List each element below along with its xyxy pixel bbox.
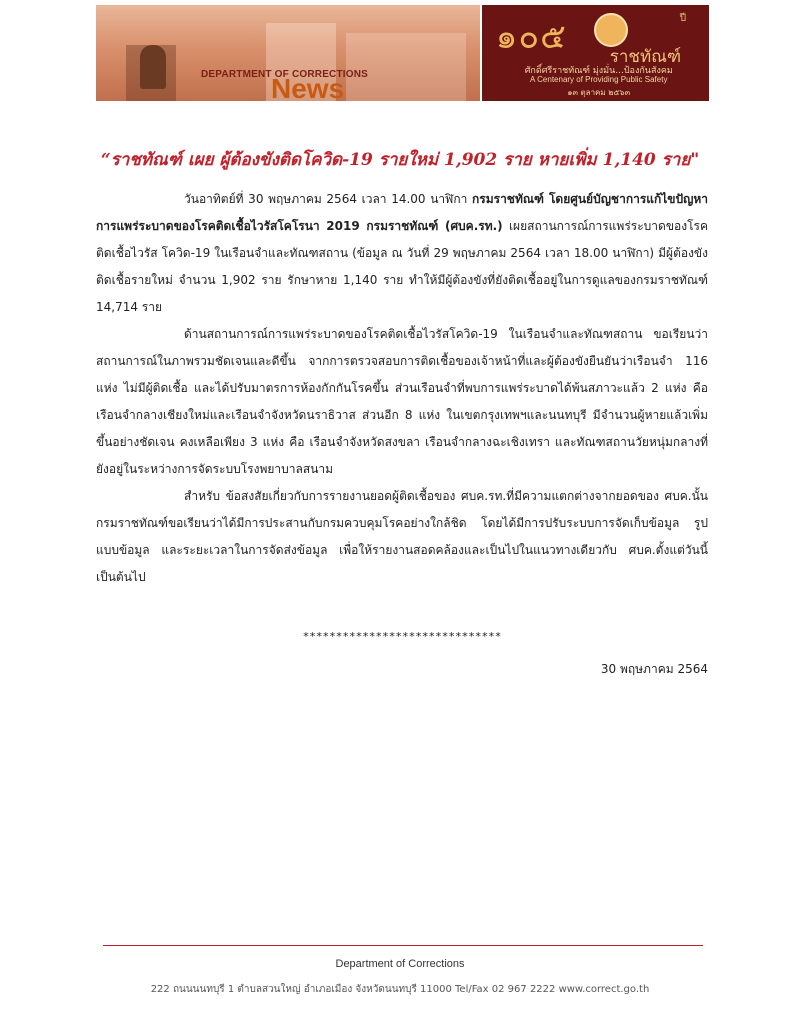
anniversary-logo bbox=[480, 5, 709, 101]
guard-figure bbox=[140, 45, 166, 89]
header-banner bbox=[96, 5, 709, 101]
p1-bold: กรมราชทัณฑ์ โดยศูนย์บัญชาการแก้ไขปัญหาการแพร่ระบาดของโรคติดเชื้อไวรัสโคโรนา 2019 กรมราชทัณฑ์ (ศบค.รท.) bbox=[96, 192, 708, 233]
anniversary-number: ๑๐๕ bbox=[495, 17, 567, 57]
footer-divider bbox=[103, 945, 703, 946]
centenary-text: A Centenary of Providing Public Safety bbox=[530, 75, 668, 84]
motto-text: ศักดิ์ศรีราชทัณฑ์ มุ่งมั่น...ป้องกันสังคม bbox=[524, 66, 673, 76]
paragraph-1 bbox=[96, 186, 708, 321]
article-body bbox=[96, 186, 708, 591]
paragraph-2: ด้านสถานการณ์การแพร่ระบาดของโรคติดเชื้อไวรัสโควิด-19 ในเรือนจำและทัณฑสถาน ขอเรียนว่าสถานการณ์ในภาพรวมชัดเจนและดีขึ้น จากการตรวจสอบการติดเชื้อของเจ้าหน้าที่และผู้ต้องขังยืนยันว่าเรือนจำ 116 แห่ง ไม่มีผู้ติดเชื้อ และได้ปรับมาตรการห้องกักกันโรคขึ้น ส่วนเรือนจำที่พบการแพร่ระบาดได้พ้นสภาวะแล้ว 2 แห่ง คือ เรือนจำกลางเชียงใหม่และเรือนจำจังหวัดนราธิวาส ส่วนอีก 8 แห่ง ในเขตกรุงเทพฯและนนทบุรี มีจำนวนผู้หายแล้วเพิ่มขึ้นอย่างชัดเจน คงเหลือเพียง 3 แห่ง คือ เรือนจำจังหวัดสงขลา เรือนจำกลางฉะเชิงเทรา และทัณฑสถานวัยหนุ่มกลางที่ยังอยู่ในระหว่างการจัดระบบโรงพยาบาลสนาม bbox=[96, 327, 708, 476]
anniversary-date: ๑๓ ตุลาคม ๒๕๖๓ bbox=[567, 88, 631, 97]
headline: “ราชทัณฑ์ เผย ผู้ต้องขังติดโควิด-19 รายใหม่ 1,902 ราย หายเพิ่ม 1,140 ราย" bbox=[100, 150, 700, 170]
p1-intro: วันอาทิตย์ที่ 30 พฤษภาคม 2564 เวลา 14.00 นาฬิกา bbox=[184, 192, 472, 206]
p1-rest: เผยสถานการณ์การแพร่ระบาดของโรคติดเชื้อไวรัส โควิด-19 ในเรือนจำและทัณฑสถาน (ข้อมูล ณ วันที่ 29 พฤษภาคม 2564 เวลา 18.00 นาฬิกา) มีผู้ต้องขังติดเชื้อรายใหม่ จำนวน 1,902 ราย รักษาหาย 1,140 ราย ทำให้มีผู้ต้องขังที่ยังติดเชื้ออยู่ในการดูแลของกรมราชทัณฑ์ 14,714 ราย bbox=[96, 219, 709, 314]
separator: ****************************** bbox=[302, 630, 502, 643]
paragraph-3: สำหรับ ข้อสงสัยเกี่ยวกับการรายงานยอดผู้ติดเชื้อของ ศบค.รท.ที่มีความแตกต่างจากยอดของ ศบค.นั้น กรมราชทัณฑ์ขอเรียนว่าได้มีการประสานกับกรมควบคุมโรคอย่างใกล้ชิด โดยได้มีการปรับระบบการจัดเก็บข้อมูล รูปแบบข้อมูล และระยะเวลาในการจัดส่งข้อมูล เพื่อให้รายงานสอดคล้องและเป็นไปในแนวทางเดียวกับ ศบค.ตั้งแต่วันนี้เป็นต้นไป bbox=[96, 489, 708, 584]
anniversary-suffix: ปี bbox=[679, 13, 687, 24]
news-label: News bbox=[271, 73, 345, 101]
publication-date: 30 พฤษภาคม 2564 bbox=[600, 662, 708, 676]
banner-photo bbox=[96, 5, 480, 101]
racha-label: ราชทัณฑ์ bbox=[609, 47, 682, 67]
seal-emblem bbox=[594, 13, 628, 47]
footer-address: 222 ถนนนนทบุรี 1 ตำบลสวนใหญ่ อำเภอเมือง จังหวัดนนทบุรี 11000 Tel/Fax 02 967 2222 www.correct.go.th bbox=[150, 984, 650, 995]
footer-org: Department of Corrections bbox=[335, 958, 465, 970]
department-label: DEPARTMENT OF CORRECTIONS bbox=[201, 69, 369, 80]
